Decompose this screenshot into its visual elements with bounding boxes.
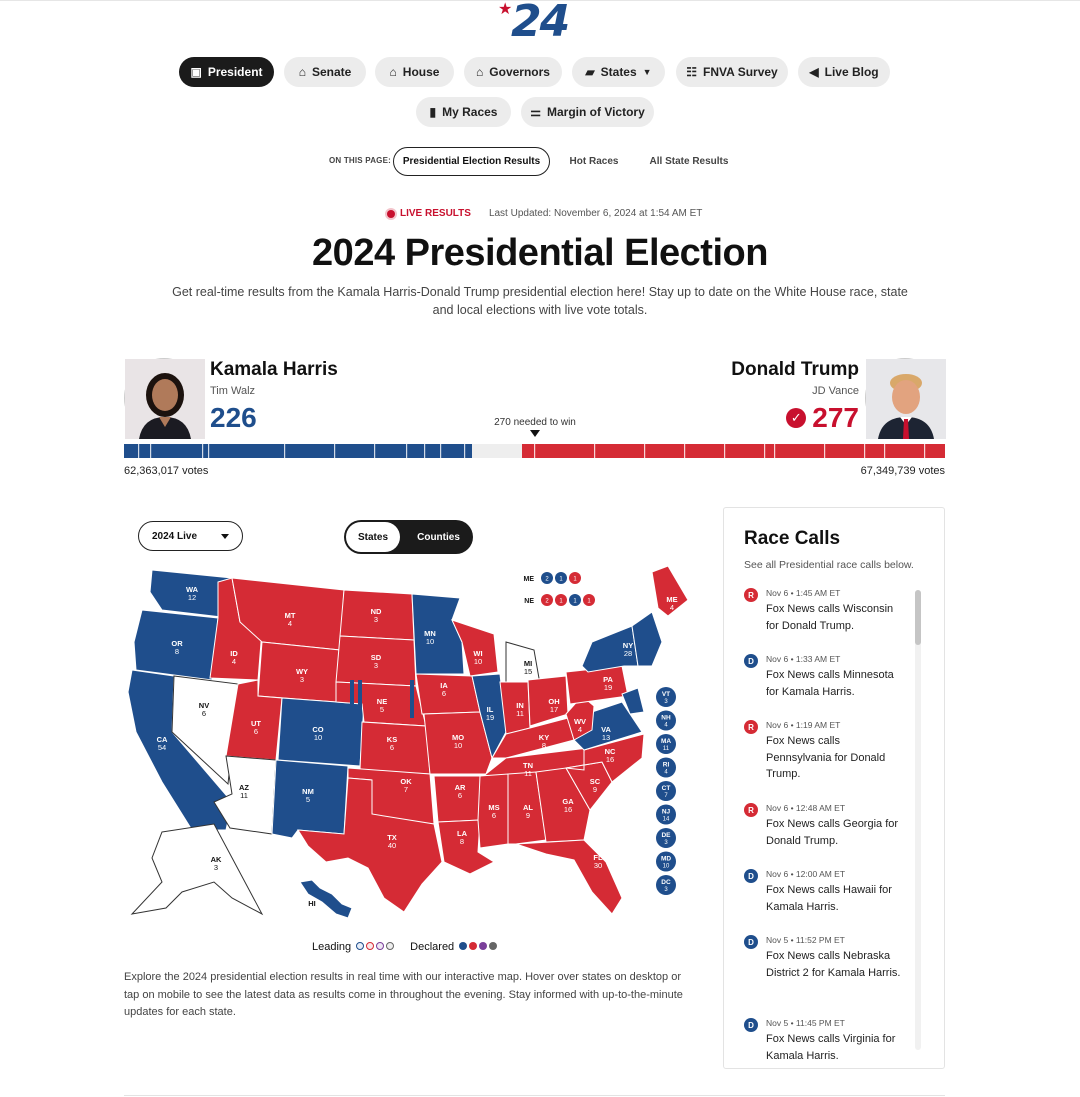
bar-divider (724, 444, 725, 458)
republican-badge-icon: R (744, 803, 758, 817)
bar-divider (424, 444, 425, 458)
bookmark-icon: ▮ (429, 105, 437, 119)
state-mn (412, 594, 464, 674)
state-ev-ny: 28 (623, 649, 633, 658)
electoral-vote-bar (124, 444, 945, 458)
state-label-id: ID (230, 649, 238, 658)
state-label-nm: NM (302, 787, 314, 796)
survey-icon: ☷ (686, 65, 698, 79)
district-row-label-ne: NE (524, 598, 534, 605)
nav-label: Live Blog (824, 65, 879, 79)
bar-divider (202, 444, 203, 458)
republican-badge-icon: R (744, 588, 758, 602)
nav-my-races[interactable] (416, 97, 511, 127)
state-label-tn: TN (523, 761, 533, 770)
harris-name: Kamala Harris (210, 359, 338, 380)
trump-name: Donald Trump (731, 359, 859, 380)
state-ev-or: 8 (174, 647, 180, 656)
small-state-bubbles (656, 687, 676, 895)
legend-declared-label: Declared (410, 941, 455, 953)
state-ev-fl: 30 (593, 861, 603, 870)
nav-label: Governors (489, 65, 550, 79)
leading-dem-swatch (356, 942, 364, 950)
bar-divider (774, 444, 775, 458)
state-ev-ms: 6 (491, 811, 497, 820)
page-title: 2024 Presidential Election (312, 232, 768, 274)
nav-label: FNVA Survey (703, 65, 778, 79)
state-label-ia: IA (440, 681, 448, 690)
district-bubble-value: 1 (573, 598, 577, 605)
bar-divider (594, 444, 595, 458)
state-ev-tn: 11 (524, 769, 532, 778)
state-ev-oh: 17 (549, 705, 559, 714)
district-bubble-value: 1 (559, 598, 563, 605)
state-ev-la: 8 (459, 837, 465, 846)
small-state-ev-nj: 14 (662, 816, 670, 823)
sliders-icon: ⚌ (530, 105, 541, 119)
small-state-label-vt: VT (661, 691, 671, 698)
district-bubble-value: 1 (587, 598, 591, 605)
state-ev-ia: 6 (441, 689, 447, 698)
state-pa (566, 666, 628, 704)
bar-divider (374, 444, 375, 458)
bar-divider (464, 444, 465, 458)
toggle-counties[interactable]: Counties (417, 531, 460, 543)
nav-states[interactable] (572, 57, 665, 87)
state-label-il: IL (486, 705, 494, 714)
small-state-label-nj: NJ (661, 808, 671, 816)
state-ev-ks: 6 (389, 743, 395, 752)
race-calls-list[interactable] (742, 586, 912, 1062)
state-label-ak: AK (210, 855, 222, 864)
race-call-text: Fox News calls Wisconsin for Donald Trump. (766, 603, 894, 632)
small-state-ev-vt: 3 (664, 699, 668, 705)
states-counties-toggle[interactable] (344, 520, 473, 554)
district-bubble-value: 2 (545, 576, 549, 583)
state-ev-il: 19 (485, 713, 495, 722)
state-ev-me: 4 (669, 603, 675, 612)
state-ak (132, 824, 262, 914)
small-state-label-dc: DC (661, 879, 671, 886)
nav-margin-of-victory[interactable] (521, 97, 654, 127)
state-ev-wa: 12 (187, 593, 197, 602)
bar-divider (150, 444, 151, 458)
onpage-all-state-results[interactable]: All State Results (649, 156, 729, 167)
small-state-label-md: MD (660, 855, 672, 863)
democrat-badge-icon: D (744, 869, 758, 883)
bar-divider (138, 444, 139, 458)
race-call-text: Fox News calls Virginia for Kamala Harris. (766, 1033, 896, 1062)
leading-other-swatch (376, 942, 384, 950)
ne-district-stripe (358, 680, 362, 718)
race-call-time: Nov 6 • 1:45 AM ET (766, 588, 841, 598)
scrollbar-thumb[interactable] (915, 590, 921, 645)
ne-district-stripe (410, 680, 414, 718)
race-calls-subtitle: See all Presidential race calls below. (744, 559, 914, 571)
ne-district-stripe (350, 680, 354, 718)
onpage-presidential-results[interactable]: Presidential Election Results (393, 147, 550, 176)
ballot-icon: ▣ (190, 65, 202, 79)
district-row-label-me: ME (523, 576, 534, 583)
state-label-fl: FL (593, 853, 603, 862)
trump-ev-group (760, 402, 859, 434)
declared-other-swatch (479, 942, 487, 950)
race-call-time: Nov 6 • 1:19 AM ET (766, 720, 841, 730)
state-ev-tx: 40 (387, 841, 397, 850)
state-ev-mo: 10 (453, 741, 463, 750)
state-label-ga: GA (562, 797, 574, 806)
nav-label: President (207, 65, 263, 79)
capitol-icon: ⌂ (476, 65, 484, 79)
state-label-sd: SD (370, 653, 382, 662)
toggle-states[interactable]: States (346, 522, 400, 552)
race-call-time: Nov 5 • 11:52 PM ET (766, 935, 845, 945)
state-ev-va: 13 (601, 733, 611, 742)
state-ev-ca: 54 (157, 743, 167, 752)
dem-bar-segment (124, 444, 472, 458)
year-select[interactable] (138, 521, 243, 551)
state-label-wi: WI (473, 649, 483, 658)
state-label-va: VA (601, 725, 611, 734)
race-call-time: Nov 5 • 11:45 PM ET (766, 1018, 845, 1028)
state-label-wv: WV (573, 717, 587, 726)
state-label-oh: OH (548, 697, 560, 706)
trump-popular-votes: 67,349,739 votes (860, 465, 945, 477)
race-calls-title: Race Calls (744, 528, 841, 549)
state-label-sc: SC (589, 777, 601, 786)
state-label-hi: HI (308, 899, 316, 908)
state-ev-nm: 5 (305, 795, 311, 804)
state-label-nv: NV (198, 701, 210, 710)
state-label-me: ME (666, 595, 678, 604)
state-ia (416, 674, 480, 714)
state-label-ut: UT (251, 719, 261, 728)
nav-label: Senate (311, 65, 352, 79)
state-label-ks: KS (386, 735, 398, 744)
state-ev-nd: 3 (373, 615, 379, 624)
state-label-co: CO (312, 725, 324, 734)
state-label-ca: CA (156, 735, 168, 744)
state-ev-az: 11 (240, 791, 248, 800)
trump-avatar (865, 358, 945, 438)
district-bubbles (524, 572, 596, 606)
nav-senate[interactable] (284, 57, 366, 87)
state-label-la: LA (457, 829, 467, 838)
declared-dem-swatch (459, 942, 467, 950)
state-ev-mt: 4 (287, 619, 293, 628)
state-ev-ut: 6 (253, 727, 259, 736)
state-label-mn: MN (424, 629, 436, 638)
bar-divider (924, 444, 925, 458)
megaphone-icon: ◀ (809, 65, 819, 79)
state-ev-in: 11 (516, 709, 524, 718)
live-dot-icon (387, 210, 395, 218)
small-state-ev-ma: 11 (662, 746, 670, 752)
bar-divider (406, 444, 407, 458)
state-label-pa: PA (603, 675, 613, 684)
leading-swatches (354, 941, 394, 953)
nav-house[interactable] (375, 57, 454, 87)
onpage-hot-races[interactable]: Hot Races (569, 156, 619, 167)
state-ev-nv: 6 (201, 709, 207, 718)
state-ev-wy: 3 (299, 675, 305, 684)
state-ev-al: 9 (525, 811, 531, 820)
declared-swatches (457, 941, 497, 953)
state-ev-ak: 3 (213, 863, 219, 872)
state-fl (516, 840, 622, 914)
small-state-ev-de: 3 (664, 840, 668, 846)
nav-fnva-survey[interactable] (676, 57, 788, 87)
bar-divider (534, 444, 535, 458)
state-ne-region (632, 612, 662, 666)
bar-divider (644, 444, 645, 458)
small-state-ev-ri: 4 (664, 769, 668, 776)
race-call-time: Nov 6 • 12:48 AM ET (766, 803, 846, 813)
state-label-al: AL (523, 803, 533, 812)
state-label-wy: WY (295, 667, 309, 676)
state-label-nc: NC (604, 747, 616, 756)
race-call-text: Fox News calls Hawaii for Kamala Harris. (766, 884, 892, 913)
small-state-ev-md: 10 (662, 863, 670, 870)
election-logo[interactable] (496, 0, 576, 47)
state-label-ny: NY (622, 641, 634, 650)
declared-rep-swatch (469, 942, 477, 950)
democrat-badge-icon: D (744, 935, 758, 949)
harris-vp: Tim Walz (210, 385, 256, 397)
trump-electoral-votes: 277 (812, 402, 859, 433)
nav-label: Margin of Victory (546, 105, 645, 119)
trump-vp: JD Vance (812, 385, 859, 397)
state-ev-ne: 5 (379, 705, 385, 714)
caret-down-icon: ▼ (642, 67, 652, 77)
leading-tie-swatch (386, 942, 394, 950)
small-state-ev-nh: 4 (664, 722, 668, 729)
bar-divider (824, 444, 825, 458)
state-ks (360, 722, 430, 774)
state-ev-sd: 3 (373, 661, 379, 670)
state-label-ms: MS (488, 803, 500, 812)
bar-divider (884, 444, 885, 458)
small-state-label-ri: RI (662, 761, 670, 769)
map-description: Explore the 2024 presidential election results in real time with our interactive map. Hover over states on desktop or tap on mobile to see the latest data as results come in throughout the evening. Stay informed with up-to-the-minute updates for each state. (124, 971, 683, 1018)
nav-president[interactable] (179, 57, 274, 87)
race-calls-panel (723, 507, 945, 1069)
capitol-icon: ⌂ (389, 65, 397, 79)
map-legend (312, 941, 497, 953)
state-label-mo: MO (451, 733, 465, 742)
state-label-az: AZ (239, 783, 249, 792)
race-call-text: Fox News calls Georgia for Donald Trump. (766, 818, 899, 847)
rep-bar-segment (522, 444, 945, 458)
district-bubble-value: 1 (573, 576, 577, 583)
race-call-text: Fox News calls Minnesota for Kamala Harris. (766, 669, 894, 698)
on-this-page-label: ON THIS PAGE: (329, 156, 392, 165)
small-state-label-ct: CT (661, 785, 671, 792)
state-ev-co: 10 (313, 733, 323, 742)
leading-rep-swatch (366, 942, 374, 950)
state-ev-wv: 4 (577, 725, 583, 734)
year-select-value: 2024 Live (152, 530, 198, 542)
state-ev-mi: 15 (523, 667, 533, 676)
race-call-time: Nov 6 • 1:33 AM ET (766, 654, 841, 664)
live-status (387, 208, 702, 219)
state-ev-id: 4 (231, 657, 237, 666)
state-label-ky: KY (538, 733, 550, 742)
state-ev-pa: 19 (603, 683, 613, 692)
state-ev-mn: 10 (425, 637, 435, 646)
district-bubble-value: 1 (559, 576, 563, 583)
state-ev-wi: 10 (473, 657, 483, 666)
state-label-in: IN (516, 701, 524, 710)
state-label-mi: MI (523, 659, 533, 668)
last-updated: Last Updated: November 6, 2024 at 1:54 AM ET (488, 208, 703, 219)
race-calls-scrollbar[interactable] (915, 590, 921, 1050)
small-state-label-de: DE (661, 832, 671, 839)
democrat-badge-icon: D (744, 1018, 758, 1032)
democrat-badge-icon: D (744, 654, 758, 668)
logo-text: 24 (511, 0, 569, 47)
state-ev-sc: 9 (592, 785, 598, 794)
legend-leading-label: Leading (312, 941, 352, 953)
nav-label: House (402, 65, 440, 79)
state-label-ok: OK (400, 777, 412, 786)
threshold-arrow-icon (530, 430, 540, 437)
race-call-time: Nov 6 • 12:00 AM ET (766, 869, 846, 879)
state-label-mt: MT (284, 611, 296, 620)
us-election-map[interactable] (122, 562, 702, 922)
state-label-or: OR (171, 639, 183, 648)
state-ev-ok: 7 (403, 785, 409, 794)
nav-label: My Races (442, 105, 498, 119)
bar-divider (334, 444, 335, 458)
race-call-text: Fox News calls Pennsylvania for Donald Trump. (766, 735, 886, 780)
bottom-divider (124, 1095, 945, 1096)
chevron-down-icon (221, 534, 229, 539)
bar-divider (684, 444, 685, 458)
needed-to-win: 270 needed to win (494, 417, 576, 428)
race-call-text: Fox News calls Nebraska District 2 for Kamala Harris. (766, 950, 901, 979)
small-state-ev-dc: 3 (664, 887, 668, 893)
bar-divider (864, 444, 865, 458)
small-state-ev-ct: 7 (664, 793, 668, 799)
state-ev-ga: 16 (563, 805, 573, 814)
state-ev-ar: 6 (457, 791, 463, 800)
capitol-icon: ⌂ (298, 65, 306, 79)
us-map-icon: ▰ (585, 65, 595, 79)
page-description: Get real-time results from the Kamala Harris-Donald Trump presidential election here! Stay up to date on the White House race, state and local elections with live vote totals. (172, 285, 908, 317)
bar-divider (764, 444, 765, 458)
winner-check-icon: ✓ (786, 408, 806, 428)
harris-avatar (124, 358, 204, 438)
state-ev-ky: 8 (541, 741, 547, 750)
electoral-bar-svg (124, 444, 945, 458)
state-ev-nc: 16 (605, 755, 615, 764)
state-label-ne: NE (376, 697, 388, 706)
harris-electoral-votes: 226 (210, 402, 257, 433)
bar-divider (208, 444, 209, 458)
bar-divider (284, 444, 285, 458)
state-label-ar: AR (454, 783, 466, 792)
star-icon: ★ (498, 1, 513, 18)
nav-live-blog[interactable] (798, 57, 890, 87)
bar-divider (440, 444, 441, 458)
nav-label: States (600, 65, 637, 79)
state-label-nd: ND (370, 607, 382, 616)
nav-governors[interactable] (464, 57, 562, 87)
map-svg (122, 562, 702, 922)
harris-popular-votes: 62,363,017 votes (124, 465, 209, 477)
small-state-label-nh: NH (661, 714, 671, 722)
small-state-label-ma: MA (660, 738, 672, 745)
state-label-tx: TX (387, 833, 397, 842)
republican-badge-icon: R (744, 720, 758, 734)
live-label: LIVE RESULTS (400, 208, 471, 219)
declared-tie-swatch (489, 942, 497, 950)
district-bubble-value: 2 (545, 598, 549, 605)
state-label-wa: WA (185, 585, 199, 594)
